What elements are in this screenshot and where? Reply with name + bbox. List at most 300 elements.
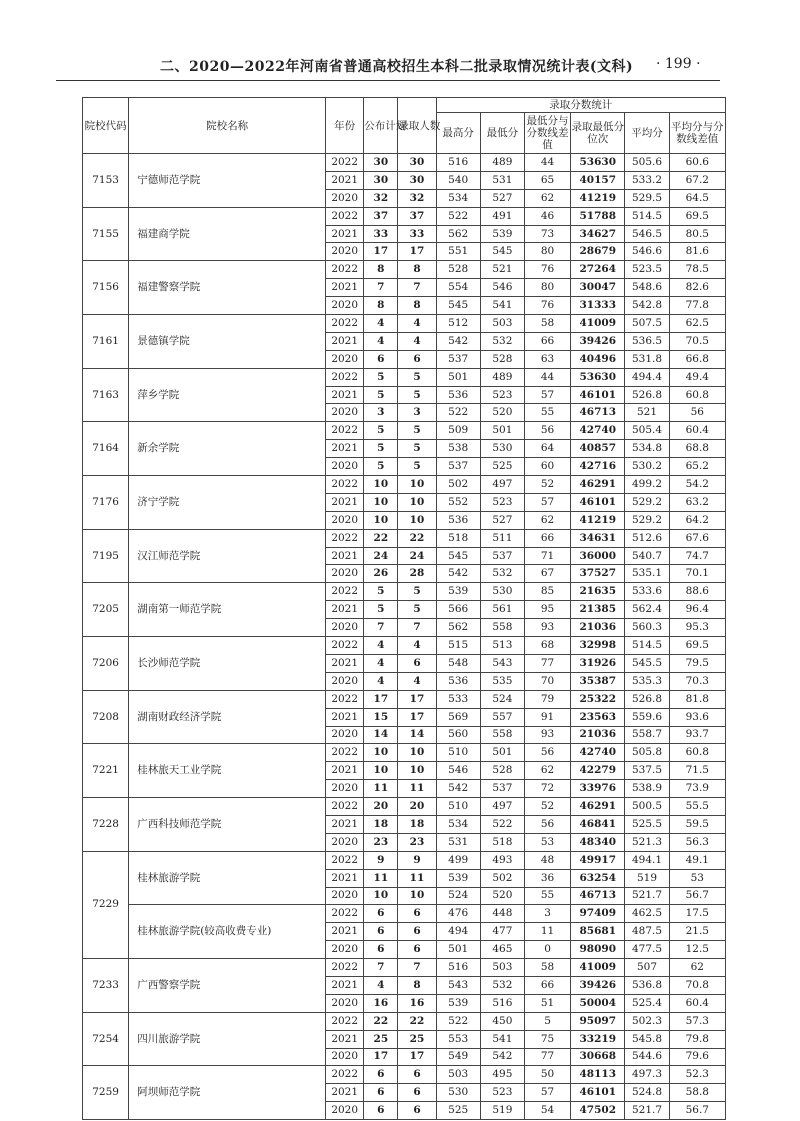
cell-plan: 6 — [364, 1102, 398, 1120]
cell-avg: 494.4 — [625, 368, 669, 386]
col-avg: 平均分 — [625, 113, 669, 154]
cell-min-diff: 71 — [524, 547, 570, 565]
cell-plan: 3 — [364, 404, 398, 422]
cell-max: 476 — [436, 905, 480, 923]
cell-avg: 487.5 — [625, 923, 669, 941]
school-code: 7206 — [83, 637, 129, 691]
school-code: 7176 — [83, 476, 129, 530]
cell-admitted: 10 — [398, 476, 436, 494]
cell-year: 2021 — [326, 762, 364, 780]
cell-plan: 11 — [364, 869, 398, 887]
cell-min-rank: 42716 — [571, 458, 625, 476]
cell-year: 2020 — [326, 189, 364, 207]
cell-min-rank: 41219 — [571, 511, 625, 529]
cell-min-rank: 34627 — [571, 225, 625, 243]
cell-min-diff: 52 — [524, 476, 570, 494]
cell-plan: 5 — [364, 601, 398, 619]
cell-min-diff: 85 — [524, 583, 570, 601]
cell-max: 522 — [436, 1012, 480, 1030]
cell-avg-diff: 49.4 — [669, 368, 725, 386]
cell-admitted: 28 — [398, 565, 436, 583]
cell-avg-diff: 12.5 — [669, 941, 725, 959]
cell-avg-diff: 73.9 — [669, 780, 725, 798]
cell-min-rank: 48113 — [571, 1066, 625, 1084]
cell-min-diff: 72 — [524, 780, 570, 798]
cell-plan: 16 — [364, 994, 398, 1012]
cell-avg: 521.3 — [625, 833, 669, 851]
cell-max: 552 — [436, 493, 480, 511]
cell-year: 2022 — [326, 851, 364, 869]
cell-admitted: 24 — [398, 547, 436, 565]
cell-plan: 22 — [364, 1012, 398, 1030]
school-code: 7163 — [83, 368, 129, 422]
cell-min-diff: 52 — [524, 798, 570, 816]
cell-min: 465 — [480, 941, 524, 959]
cell-max: 516 — [436, 959, 480, 977]
cell-plan: 5 — [364, 583, 398, 601]
cell-year: 2020 — [326, 887, 364, 905]
col-year: 年份 — [326, 98, 364, 154]
cell-min-rank: 31926 — [571, 654, 625, 672]
cell-min-diff: 77 — [524, 1048, 570, 1066]
cell-avg-diff: 79.6 — [669, 1048, 725, 1066]
cell-admitted: 10 — [398, 493, 436, 511]
cell-admitted: 22 — [398, 529, 436, 547]
cell-avg-diff: 67.2 — [669, 171, 725, 189]
table-row — [83, 368, 726, 386]
cell-avg: 558.7 — [625, 726, 669, 744]
cell-admitted: 20 — [398, 798, 436, 816]
cell-min-diff: 64 — [524, 440, 570, 458]
cell-avg-diff: 58.8 — [669, 1084, 725, 1102]
school-code: 7156 — [83, 261, 129, 315]
school-name: 济宁学院 — [129, 476, 326, 530]
admission-stats-table — [82, 97, 726, 1120]
cell-plan: 4 — [364, 976, 398, 994]
cell-year: 2021 — [326, 976, 364, 994]
cell-min: 546 — [480, 279, 524, 297]
cell-min: 523 — [480, 493, 524, 511]
cell-avg-diff: 56.7 — [669, 887, 725, 905]
cell-min-rank: 53630 — [571, 154, 625, 172]
cell-min: 530 — [480, 440, 524, 458]
cell-year: 2021 — [326, 386, 364, 404]
cell-admitted: 8 — [398, 976, 436, 994]
cell-admitted: 5 — [398, 583, 436, 601]
cell-year: 2022 — [326, 744, 364, 762]
cell-avg: 544.6 — [625, 1048, 669, 1066]
cell-min-diff: 46 — [524, 207, 570, 225]
cell-admitted: 3 — [398, 404, 436, 422]
cell-min: 558 — [480, 726, 524, 744]
cell-plan: 4 — [364, 672, 398, 690]
cell-year: 2020 — [326, 1102, 364, 1120]
cell-max: 546 — [436, 762, 480, 780]
cell-min: 530 — [480, 583, 524, 601]
school-name: 福建警察学院 — [129, 261, 326, 315]
cell-min-rank: 37527 — [571, 565, 625, 583]
school-code: 7221 — [83, 744, 129, 798]
cell-plan: 26 — [364, 565, 398, 583]
cell-min: 497 — [480, 476, 524, 494]
cell-max: 538 — [436, 440, 480, 458]
cell-min-diff: 68 — [524, 637, 570, 655]
school-name: 广西科技师范学院 — [129, 798, 326, 852]
cell-avg-diff: 49.1 — [669, 851, 725, 869]
cell-min-diff: 48 — [524, 851, 570, 869]
cell-min-rank: 85681 — [571, 923, 625, 941]
cell-min-diff: 55 — [524, 887, 570, 905]
cell-min-diff: 62 — [524, 762, 570, 780]
cell-year: 2020 — [326, 780, 364, 798]
cell-max: 524 — [436, 887, 480, 905]
cell-plan: 10 — [364, 762, 398, 780]
cell-avg: 542.8 — [625, 297, 669, 315]
cell-min-diff: 36 — [524, 869, 570, 887]
cell-max: 536 — [436, 386, 480, 404]
cell-min: 511 — [480, 529, 524, 547]
table-row — [83, 1066, 726, 1084]
cell-admitted: 4 — [398, 315, 436, 333]
cell-min: 527 — [480, 189, 524, 207]
school-name: 宁德师范学院 — [129, 154, 326, 208]
cell-min: 519 — [480, 1102, 524, 1120]
cell-admitted: 8 — [398, 297, 436, 315]
cell-admitted: 37 — [398, 207, 436, 225]
cell-admitted: 11 — [398, 780, 436, 798]
cell-min-diff: 65 — [524, 171, 570, 189]
cell-year: 2021 — [326, 225, 364, 243]
cell-max: 560 — [436, 726, 480, 744]
cell-min-rank: 46101 — [571, 493, 625, 511]
cell-min-diff: 60 — [524, 458, 570, 476]
cell-min-rank: 46291 — [571, 476, 625, 494]
cell-plan: 6 — [364, 941, 398, 959]
cell-avg: 546.5 — [625, 225, 669, 243]
cell-max: 531 — [436, 833, 480, 851]
cell-min-diff: 76 — [524, 261, 570, 279]
cell-avg: 530.2 — [625, 458, 669, 476]
cell-min-rank: 40857 — [571, 440, 625, 458]
cell-max: 553 — [436, 1030, 480, 1048]
cell-plan: 10 — [364, 744, 398, 762]
table-row — [83, 905, 726, 923]
cell-max: 494 — [436, 923, 480, 941]
cell-max: 562 — [436, 225, 480, 243]
cell-admitted: 4 — [398, 637, 436, 655]
cell-admitted: 18 — [398, 815, 436, 833]
cell-min-diff: 55 — [524, 404, 570, 422]
cell-min-diff: 67 — [524, 565, 570, 583]
cell-plan: 32 — [364, 189, 398, 207]
cell-admitted: 5 — [398, 368, 436, 386]
cell-avg: 538.9 — [625, 780, 669, 798]
cell-plan: 7 — [364, 619, 398, 637]
cell-avg-diff: 78.5 — [669, 261, 725, 279]
cell-min-diff: 58 — [524, 315, 570, 333]
cell-max: 542 — [436, 780, 480, 798]
cell-avg-diff: 60.4 — [669, 994, 725, 1012]
school-name: 福建商学院 — [129, 207, 326, 261]
cell-max: 545 — [436, 547, 480, 565]
cell-avg: 537.5 — [625, 762, 669, 780]
cell-min-diff: 57 — [524, 493, 570, 511]
cell-admitted: 17 — [398, 243, 436, 261]
cell-max: 536 — [436, 672, 480, 690]
cell-avg: 514.5 — [625, 207, 669, 225]
cell-avg: 540.7 — [625, 547, 669, 565]
cell-admitted: 7 — [398, 959, 436, 977]
table-row — [83, 798, 726, 816]
cell-max: 516 — [436, 154, 480, 172]
school-code: 7161 — [83, 315, 129, 369]
cell-plan: 5 — [364, 458, 398, 476]
cell-year: 2022 — [326, 798, 364, 816]
school-name: 桂林旅游学院(较高收费专业) — [129, 905, 326, 959]
cell-max: 543 — [436, 976, 480, 994]
school-name: 汉江师范学院 — [129, 529, 326, 583]
cell-max: 537 — [436, 350, 480, 368]
cell-avg-diff: 57.3 — [669, 1012, 725, 1030]
cell-avg-diff: 80.5 — [669, 225, 725, 243]
cell-avg-diff: 81.8 — [669, 690, 725, 708]
cell-admitted: 17 — [398, 690, 436, 708]
cell-min-diff: 93 — [524, 726, 570, 744]
cell-min: 489 — [480, 368, 524, 386]
cell-year: 2020 — [326, 243, 364, 261]
cell-max: 566 — [436, 601, 480, 619]
cell-plan: 10 — [364, 511, 398, 529]
cell-admitted: 4 — [398, 332, 436, 350]
cell-plan: 4 — [364, 332, 398, 350]
cell-avg-diff: 63.2 — [669, 493, 725, 511]
cell-plan: 37 — [364, 207, 398, 225]
cell-avg: 499.2 — [625, 476, 669, 494]
cell-min: 495 — [480, 1066, 524, 1084]
cell-min: 497 — [480, 798, 524, 816]
cell-max: 539 — [436, 994, 480, 1012]
cell-admitted: 14 — [398, 726, 436, 744]
cell-avg-diff: 88.6 — [669, 583, 725, 601]
cell-min-rank: 98090 — [571, 941, 625, 959]
school-name: 四川旅游学院 — [129, 1012, 326, 1066]
cell-max: 539 — [436, 583, 480, 601]
cell-avg-diff: 77.8 — [669, 297, 725, 315]
cell-min: 528 — [480, 762, 524, 780]
cell-avg: 536.5 — [625, 332, 669, 350]
cell-min-rank: 41009 — [571, 315, 625, 333]
cell-year: 2022 — [326, 315, 364, 333]
cell-min-diff: 66 — [524, 976, 570, 994]
cell-avg-diff: 21.5 — [669, 923, 725, 941]
cell-admitted: 6 — [398, 923, 436, 941]
cell-admitted: 11 — [398, 869, 436, 887]
cell-year: 2020 — [326, 833, 364, 851]
cell-max: 539 — [436, 869, 480, 887]
cell-avg-diff: 56.3 — [669, 833, 725, 851]
cell-min: 532 — [480, 565, 524, 583]
cell-min-rank: 42740 — [571, 744, 625, 762]
cell-min-rank: 49917 — [571, 851, 625, 869]
cell-avg: 560.3 — [625, 619, 669, 637]
cell-min: 518 — [480, 833, 524, 851]
cell-plan: 5 — [364, 422, 398, 440]
cell-max: 549 — [436, 1048, 480, 1066]
cell-min-diff: 75 — [524, 1030, 570, 1048]
cell-plan: 6 — [364, 905, 398, 923]
cell-min-rank: 53630 — [571, 368, 625, 386]
cell-plan: 25 — [364, 1030, 398, 1048]
cell-year: 2021 — [326, 654, 364, 672]
table-row — [83, 529, 726, 547]
cell-max: 499 — [436, 851, 480, 869]
cell-admitted: 4 — [398, 672, 436, 690]
cell-avg: 512.6 — [625, 529, 669, 547]
table-row — [83, 690, 726, 708]
cell-avg-diff: 53 — [669, 869, 725, 887]
cell-avg: 521 — [625, 404, 669, 422]
cell-min: 557 — [480, 708, 524, 726]
cell-min-diff: 56 — [524, 422, 570, 440]
cell-avg-diff: 70.5 — [669, 332, 725, 350]
cell-avg-diff: 69.5 — [669, 207, 725, 225]
cell-max: 536 — [436, 511, 480, 529]
cell-plan: 5 — [364, 386, 398, 404]
cell-min-rank: 63254 — [571, 869, 625, 887]
cell-min: 528 — [480, 350, 524, 368]
cell-min: 513 — [480, 637, 524, 655]
cell-min: 502 — [480, 869, 524, 887]
cell-admitted: 16 — [398, 994, 436, 1012]
cell-max: 545 — [436, 297, 480, 315]
cell-plan: 4 — [364, 637, 398, 655]
cell-min: 531 — [480, 171, 524, 189]
col-name: 院校名称 — [129, 98, 326, 154]
cell-min-rank: 42279 — [571, 762, 625, 780]
cell-min: 503 — [480, 959, 524, 977]
cell-min-diff: 44 — [524, 154, 570, 172]
cell-avg-diff: 52.3 — [669, 1066, 725, 1084]
cell-min-rank: 46841 — [571, 815, 625, 833]
cell-avg: 500.5 — [625, 798, 669, 816]
cell-plan: 10 — [364, 476, 398, 494]
school-code: 7205 — [83, 583, 129, 637]
cell-avg-diff: 62 — [669, 959, 725, 977]
cell-avg-diff: 56 — [669, 404, 725, 422]
cell-min: 516 — [480, 994, 524, 1012]
cell-year: 2021 — [326, 923, 364, 941]
cell-plan: 15 — [364, 708, 398, 726]
cell-max: 501 — [436, 941, 480, 959]
cell-year: 2020 — [326, 511, 364, 529]
cell-admitted: 6 — [398, 350, 436, 368]
table-row — [83, 261, 726, 279]
cell-plan: 7 — [364, 959, 398, 977]
cell-max: 510 — [436, 744, 480, 762]
cell-avg-diff: 79.5 — [669, 654, 725, 672]
col-min-diff: 最低分与分数线差值 — [524, 113, 570, 154]
school-code: 7228 — [83, 798, 129, 852]
cell-plan: 8 — [364, 297, 398, 315]
table-row — [83, 207, 726, 225]
cell-min: 539 — [480, 225, 524, 243]
table-row — [83, 744, 726, 762]
cell-min-rank: 31333 — [571, 297, 625, 315]
cell-year: 2022 — [326, 422, 364, 440]
cell-max: 562 — [436, 619, 480, 637]
cell-plan: 23 — [364, 833, 398, 851]
cell-max: 542 — [436, 332, 480, 350]
cell-avg-diff: 17.5 — [669, 905, 725, 923]
cell-admitted: 22 — [398, 1012, 436, 1030]
cell-year: 2022 — [326, 637, 364, 655]
school-name: 长沙师范学院 — [129, 637, 326, 691]
cell-max: 528 — [436, 261, 480, 279]
cell-avg: 529.5 — [625, 189, 669, 207]
table-row — [83, 154, 726, 172]
cell-min: 537 — [480, 780, 524, 798]
cell-year: 2022 — [326, 476, 364, 494]
cell-year: 2020 — [326, 994, 364, 1012]
cell-min: 524 — [480, 690, 524, 708]
cell-min: 525 — [480, 458, 524, 476]
cell-min-diff: 54 — [524, 1102, 570, 1120]
cell-avg: 505.8 — [625, 744, 669, 762]
cell-avg: 535.3 — [625, 672, 669, 690]
cell-avg: 526.8 — [625, 690, 669, 708]
cell-avg-diff: 59.5 — [669, 815, 725, 833]
cell-admitted: 5 — [398, 458, 436, 476]
cell-admitted: 30 — [398, 154, 436, 172]
cell-min-rank: 46713 — [571, 404, 625, 422]
cell-min-rank: 39426 — [571, 976, 625, 994]
cell-avg: 529.2 — [625, 511, 669, 529]
cell-plan: 17 — [364, 1048, 398, 1066]
cell-year: 2022 — [326, 959, 364, 977]
cell-year: 2022 — [326, 905, 364, 923]
cell-year: 2021 — [326, 440, 364, 458]
cell-plan: 17 — [364, 690, 398, 708]
cell-max: 509 — [436, 422, 480, 440]
cell-avg: 505.6 — [625, 154, 669, 172]
cell-min-rank: 33219 — [571, 1030, 625, 1048]
cell-min-rank: 36000 — [571, 547, 625, 565]
cell-plan: 10 — [364, 493, 398, 511]
cell-year: 2020 — [326, 458, 364, 476]
cell-year: 2021 — [326, 332, 364, 350]
cell-avg: 507.5 — [625, 315, 669, 333]
cell-min-diff: 73 — [524, 225, 570, 243]
cell-min: 493 — [480, 851, 524, 869]
cell-admitted: 6 — [398, 941, 436, 959]
cell-admitted: 6 — [398, 1084, 436, 1102]
cell-max: 569 — [436, 708, 480, 726]
school-code: 7259 — [83, 1066, 129, 1120]
cell-avg-diff: 56.7 — [669, 1102, 725, 1120]
cell-avg-diff: 81.6 — [669, 243, 725, 261]
cell-min-rank: 25322 — [571, 690, 625, 708]
cell-min-diff: 66 — [524, 332, 570, 350]
cell-max: 503 — [436, 1066, 480, 1084]
cell-year: 2021 — [326, 869, 364, 887]
cell-min: 521 — [480, 261, 524, 279]
cell-avg: 521.7 — [625, 1102, 669, 1120]
cell-min-rank: 47502 — [571, 1102, 625, 1120]
cell-avg: 545.8 — [625, 1030, 669, 1048]
cell-min-diff: 80 — [524, 279, 570, 297]
cell-avg: 519 — [625, 869, 669, 887]
cell-year: 2021 — [326, 171, 364, 189]
